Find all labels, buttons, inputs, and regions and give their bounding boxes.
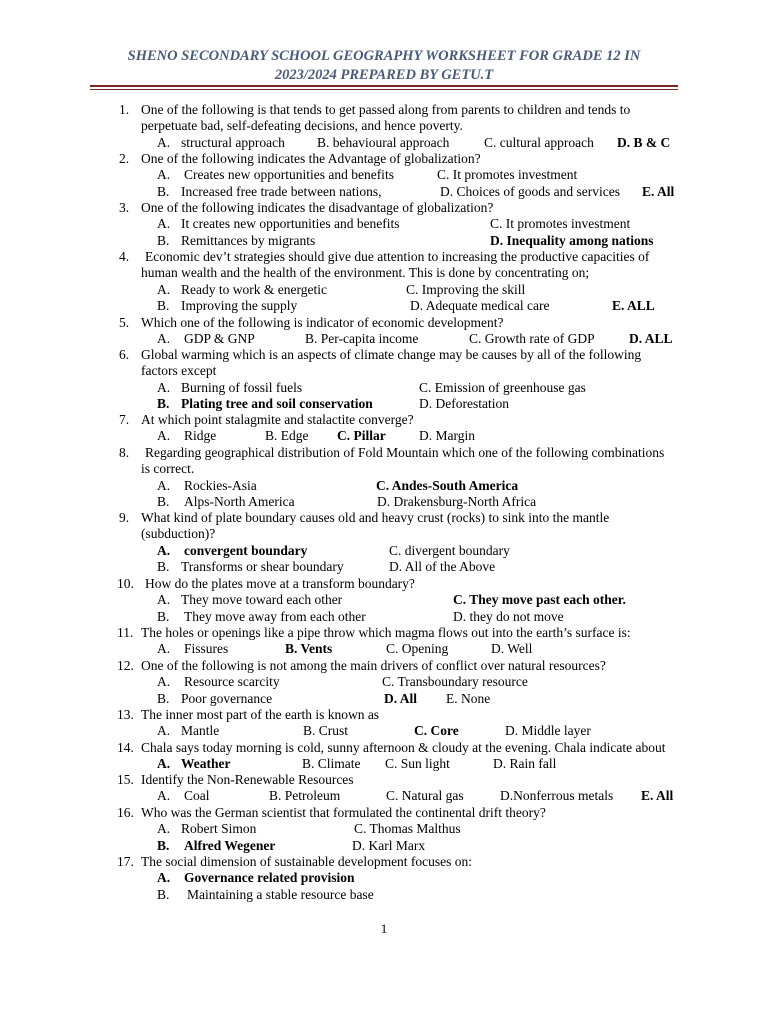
option-text: Resource scarcity	[184, 674, 280, 690]
option-text: Robert Simon	[181, 821, 257, 837]
option-text: Coal	[184, 788, 210, 804]
question-text: (subduction)?	[141, 526, 216, 542]
option-letter: A.	[157, 756, 171, 772]
option-text: Fissures	[184, 641, 229, 657]
option-text: B. Petroleum	[269, 788, 341, 804]
option-text: GDP & GNP	[184, 331, 255, 347]
option-letter: A.	[157, 723, 171, 739]
question-number: 7.	[119, 412, 130, 427]
question-text: is correct.	[141, 461, 195, 477]
question-text: One of the following indicates the disadvantage of globalization?	[141, 200, 494, 215]
option-text: Remittances by migrants	[181, 232, 316, 248]
answer-option: Alfred Wegener	[184, 837, 276, 853]
title-divider-thin	[90, 89, 678, 90]
question-text: At which point stalagmite and stalactite converge?	[141, 412, 414, 427]
option-text: D. Margin	[419, 428, 475, 444]
option-letter: B.	[157, 396, 170, 412]
answer-option: C. Andes-South America	[376, 477, 519, 493]
page-number: 1	[380, 921, 388, 936]
question-number: 12.	[117, 658, 134, 673]
option-text: Rockies-Asia	[184, 477, 257, 493]
option-text: B. Climate	[302, 756, 361, 772]
question-text: The holes or openings like a pipe throw which magma flows out into the earth’s surface is:	[141, 625, 631, 640]
option-text: C. Thomas Malthus	[354, 821, 461, 837]
option-letter: A.	[157, 641, 171, 657]
option-letter: B.	[157, 494, 170, 510]
option-text: B. Per-capita income	[305, 331, 419, 347]
option-text: Mantle	[181, 723, 220, 739]
option-text: B. behavioural approach	[317, 134, 450, 150]
option-text: D. Drakensburg-North Africa	[377, 494, 537, 510]
option-text: C. Sun light	[385, 756, 450, 772]
answer-option: D. B & C	[617, 134, 671, 150]
option-text: Maintaining a stable resource base	[187, 886, 374, 902]
question-number: 14.	[117, 740, 134, 755]
option-text: C. It promotes investment	[437, 167, 578, 183]
option-text: Poor governance	[181, 690, 273, 706]
question-number: 4.	[119, 249, 130, 264]
option-letter: A.	[157, 167, 171, 183]
question-text: Identify the Non-Renewable Resources	[141, 772, 354, 787]
option-letter: B.	[157, 183, 170, 199]
option-text: Increased free trade between nations,	[181, 183, 382, 199]
option-text: C. It promotes investment	[490, 216, 631, 232]
option-text: C. Improving the skill	[406, 281, 526, 297]
question-text: perpetuate bad, self-defeating decisions, and hence poverty.	[141, 118, 463, 134]
option-text: Burning of fossil fuels	[181, 379, 303, 395]
option-text: D.Nonferrous metals	[500, 788, 614, 804]
option-letter: A.	[157, 821, 171, 837]
option-text: Ridge	[184, 428, 217, 444]
question-number: 5.	[119, 315, 130, 330]
question-number: 13.	[117, 707, 134, 722]
question-number: 16.	[117, 805, 134, 820]
worksheet-title-line-1: SHENO SECONDARY SCHOOL GEOGRAPHY WORKSHEET FOR GRADE 12 IN	[127, 48, 641, 64]
answer-option: Governance related provision	[184, 870, 355, 886]
question-text: What kind of plate boundary causes old and heavy crust (rocks) to sink into the mantle	[141, 510, 610, 525]
option-letter: A.	[157, 428, 171, 444]
question-text: One of the following indicates the Advantage of globalization?	[141, 151, 481, 166]
question-number: 2.	[119, 151, 130, 166]
option-text: C. Opening	[386, 641, 449, 657]
option-letter: A.	[157, 477, 171, 493]
question-number: 10.	[117, 576, 134, 591]
option-letter: B.	[157, 298, 170, 314]
option-letter: B.	[157, 608, 170, 624]
question-text: human wealth and the health of the environment. This is done by concentrating on;	[141, 265, 590, 281]
question-text: factors except	[141, 363, 217, 379]
answer-option: D. ALL	[629, 331, 673, 347]
option-letter: A.	[157, 379, 171, 395]
answer-option: convergent boundary	[184, 542, 308, 558]
option-text: D. Adequate medical care	[410, 298, 550, 314]
option-text: B. Crust	[303, 723, 349, 739]
option-text: C. cultural approach	[484, 134, 594, 150]
option-letter: A.	[157, 788, 171, 804]
answer-option: C. Core	[414, 723, 459, 739]
option-text: D. Well	[491, 641, 533, 657]
option-text: E. None	[446, 690, 491, 706]
option-letter: B.	[157, 232, 170, 248]
option-text: Transforms or shear boundary	[181, 559, 344, 575]
option-letter: B.	[157, 837, 170, 853]
question-text: Who was the German scientist that formulated the continental drift theory?	[141, 805, 546, 820]
question-text: Global warming which is an aspects of climate change may be causes by all of the following	[141, 347, 642, 362]
answer-option: C. Pillar	[337, 428, 386, 444]
answer-option: B. Vents	[285, 641, 333, 657]
question-text: Economic dev’t strategies should give due attention to increasing the productive capacities of	[145, 249, 650, 264]
option-text: Alps-North America	[184, 494, 295, 510]
option-letter: B.	[157, 690, 170, 706]
option-text: D. Middle layer	[505, 723, 591, 739]
option-letter: A.	[157, 134, 171, 150]
question-number: 3.	[119, 200, 130, 215]
option-text: It creates new opportunities and benefits	[181, 216, 400, 232]
question-text: Which one of the following is indicator of economic development?	[141, 315, 504, 330]
option-letter: A.	[157, 870, 171, 886]
option-letter: A.	[157, 592, 171, 608]
option-text: D. All of the Above	[389, 559, 496, 575]
option-text: Improving the supply	[181, 298, 298, 314]
question-number: 15.	[117, 772, 134, 787]
option-text: Ready to work & energetic	[181, 281, 327, 297]
question-text: Chala says today morning is cold, sunny afternoon & cloudy at the evening. Chala indicate about	[141, 740, 666, 755]
question-text: One of the following is not among the main drivers of conflict over natural resources?	[141, 658, 606, 673]
question-number: 1.	[119, 102, 130, 117]
option-text: C. divergent boundary	[389, 542, 510, 558]
option-text: structural approach	[181, 134, 285, 150]
worksheet-title-line-2: 2023/2024 PREPARED BY GETU.T	[274, 67, 494, 83]
option-text: Creates new opportunities and benefits	[184, 167, 394, 183]
question-text: One of the following is that tends to get passed along from parents to children and tends to	[141, 102, 631, 117]
option-letter: A.	[157, 281, 171, 297]
question-text: The inner most part of the earth is known as	[141, 707, 380, 722]
answer-option: D. Inequality among nations	[490, 232, 654, 248]
question-number: 8.	[119, 445, 130, 460]
option-text: C. Natural gas	[386, 788, 464, 804]
option-text: D. Karl Marx	[352, 837, 426, 853]
answer-option: E. All	[641, 788, 674, 804]
option-letter: B.	[157, 559, 170, 575]
question-number: 11.	[117, 625, 134, 640]
question-number: 9.	[119, 510, 130, 525]
option-text: D. Choices of goods and services	[440, 183, 620, 199]
option-text: They move away from each other	[184, 608, 366, 624]
option-text: They move toward each other	[181, 592, 343, 608]
answer-option: Weather	[181, 756, 231, 772]
option-letter: A.	[157, 331, 171, 347]
question-number: 17.	[117, 854, 134, 869]
option-letter: A.	[157, 674, 171, 690]
answer-option: Plating tree and soil conservation	[181, 396, 373, 412]
question-text: Regarding geographical distribution of Fold Mountain which one of the following combinations	[145, 445, 665, 460]
option-letter: B.	[157, 886, 170, 902]
question-number: 6.	[119, 347, 130, 362]
option-text: D. they do not move	[453, 608, 564, 624]
question-text: How do the plates move at a transform boundary?	[145, 576, 415, 591]
answer-option: D. All	[384, 690, 418, 706]
option-text: C. Emission of greenhouse gas	[419, 379, 586, 395]
answer-option: C. They move past each other.	[453, 592, 626, 608]
option-text: D. Rain fall	[493, 756, 557, 772]
option-letter: A.	[157, 216, 171, 232]
option-letter: A.	[157, 542, 171, 558]
option-text: C. Transboundary resource	[382, 674, 528, 690]
question-text: The social dimension of sustainable development focuses on:	[141, 854, 473, 869]
title-divider	[90, 85, 678, 87]
option-text: D. Deforestation	[419, 396, 509, 412]
answer-option: E. All	[642, 183, 675, 199]
answer-option: E. ALL	[612, 298, 655, 314]
option-text: C. Growth rate of GDP	[469, 331, 595, 347]
option-text: B. Edge	[265, 428, 309, 444]
